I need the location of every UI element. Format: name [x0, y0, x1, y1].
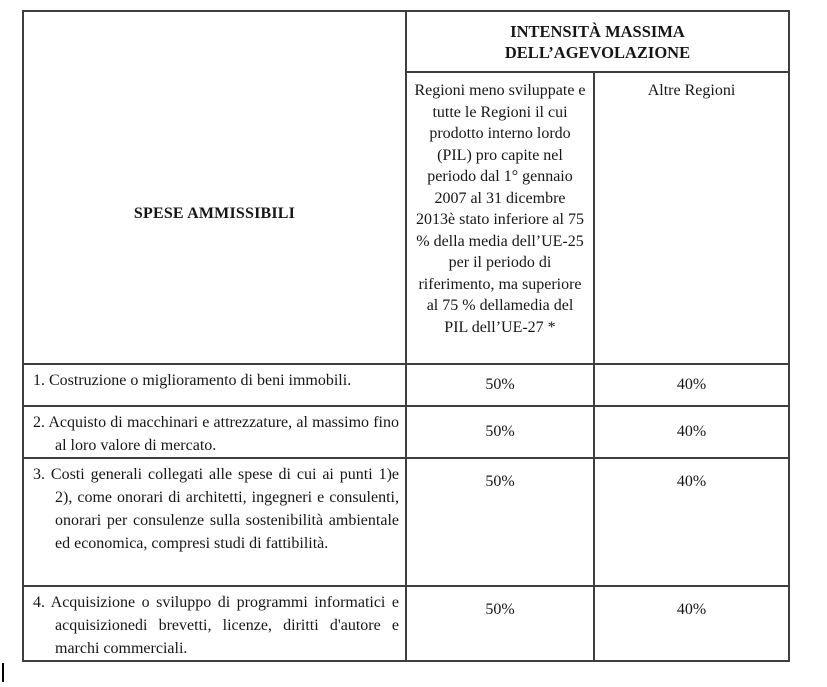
intensita-massima-header-text: INTENSITÀ MASSIMA DELL’AGEVOLAZIONE: [504, 21, 691, 62]
row-2-other-value: 40%: [594, 406, 789, 458]
row-2-less-developed-value: 50%: [406, 406, 594, 458]
header-row-group: [23, 11, 789, 72]
spese-ammissibili-header-cell: SPESE AMMISSIBILI: [23, 11, 406, 364]
row-3-spesa-cell: 3. Costi generali collegati alle spese di cui ai punti 1)e 2), come onorari di architetti, ingegneri e consulenti, onorari per consulenze sulla sostenibilità ambientale ed economica, compresi studi di fattibilità.: [23, 458, 406, 586]
row-1-less-developed-value: 50%: [406, 364, 594, 406]
row-1-spesa-cell: 1. Costruzione o miglioramento di beni immobili.: [23, 364, 406, 406]
row-4-other-value: 40%: [594, 586, 789, 661]
row-1-other-value: 40%: [594, 364, 789, 406]
row-4-less-developed-value: 50%: [406, 586, 594, 661]
altre-regioni-header-cell: Altre Regioni: [594, 72, 789, 364]
row-3-other-value: 40%: [594, 458, 789, 586]
row-4-spesa-cell: 4. Acquisizione o sviluppo di programmi informatici e acquisizionedi brevetti, licenze, diritti d'autore e marchi commerciali.: [23, 586, 406, 661]
table-row: [23, 586, 789, 661]
intensita-massima-header-cell: [406, 11, 789, 72]
table-row: [23, 364, 789, 406]
eligible-expenses-table: [22, 10, 790, 662]
table-row: [23, 406, 789, 458]
text-cursor[interactable]: [2, 663, 4, 682]
regioni-meno-sviluppate-header-cell: Regioni meno sviluppate e tutte le Regioni il cui prodotto interno lordo (PIL) pro capite nel periodo dal 1° gennaio 2007 al 31 dicembre 2013è stato inferiore al 75 % della media dell’UE-25 per il periodo di riferimento, ma superiore al 75 % dellamedia del PIL dell’UE-27 *: [406, 72, 594, 364]
table-row: [23, 458, 789, 586]
row-3-less-developed-value: 50%: [406, 458, 594, 586]
row-2-spesa-cell: 2. Acquisto di macchinari e attrezzature, al massimo fino al loro valore di mercato.: [23, 406, 406, 458]
